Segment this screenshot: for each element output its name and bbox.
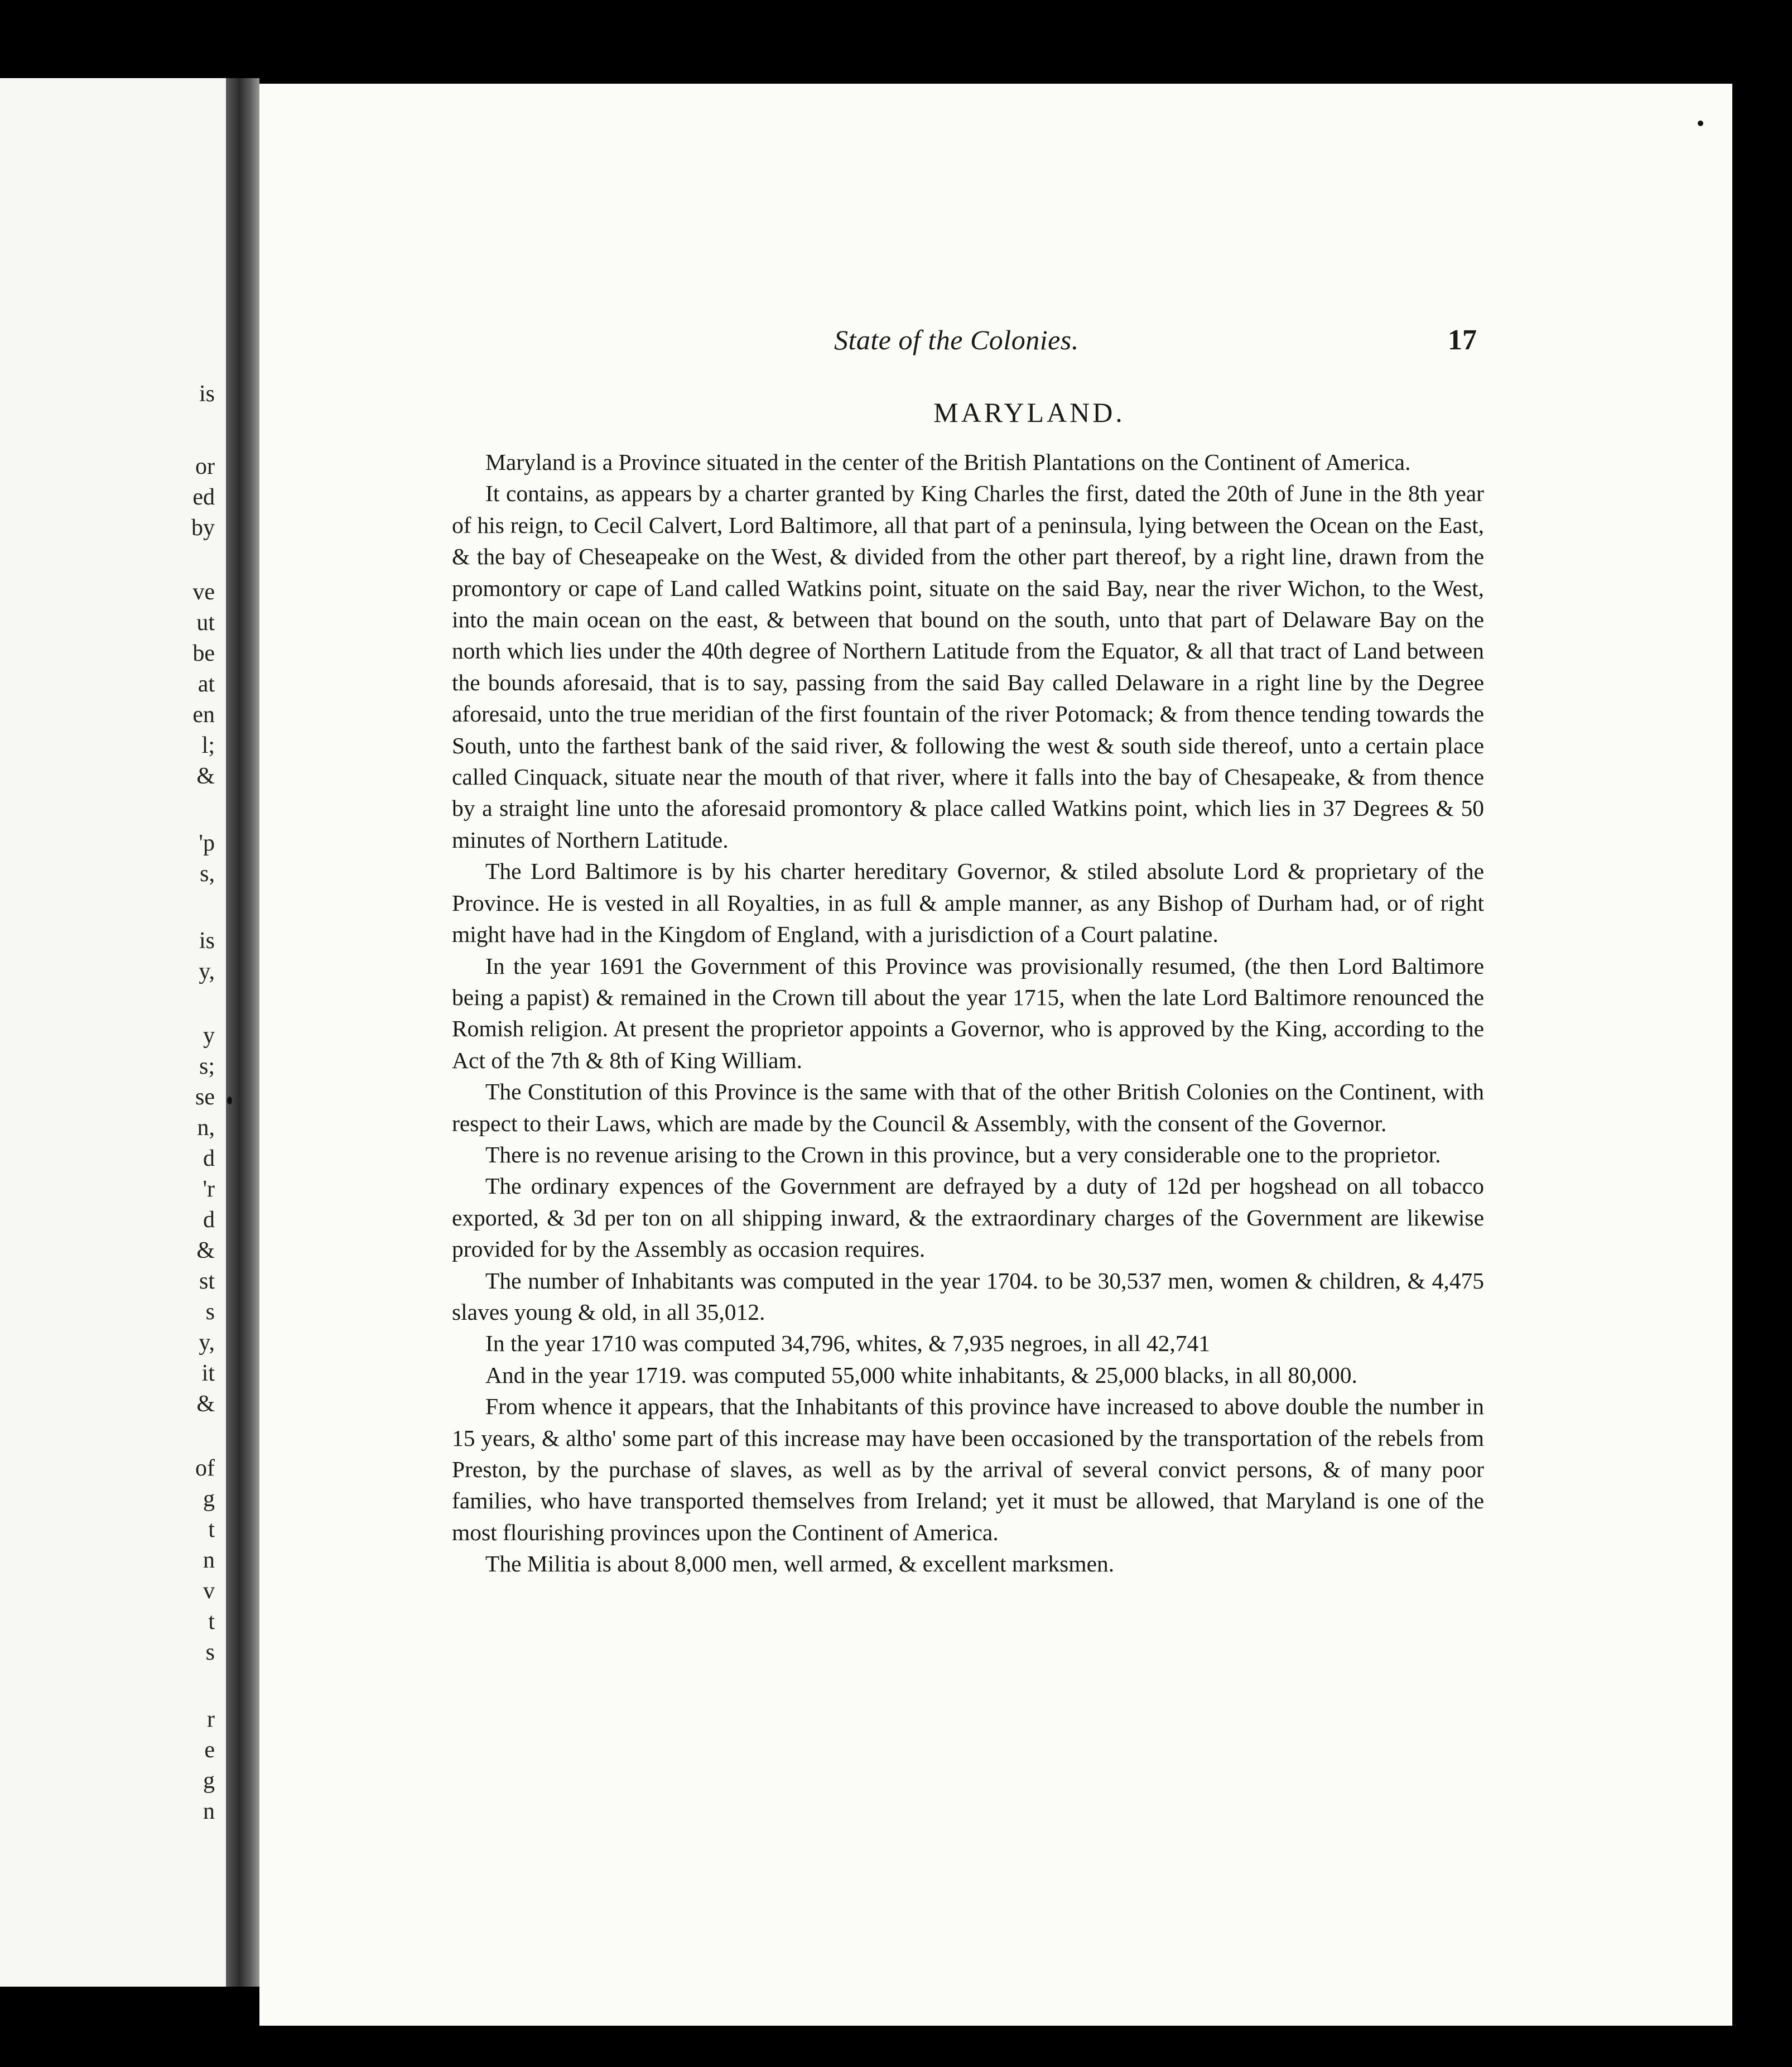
section-heading: MARYLAND. [933, 397, 1125, 428]
paragraph: The ordinary expences of the Government are defrayed by a duty of 12d per hogshead on all tobacco exported, & 3d per ton on all shipping inward, & the extraordinary charges of the Government are likewise provided for by the Assembly as occasion requires. [452, 1173, 1484, 1262]
previous-page-fragment: be [192, 641, 215, 666]
previous-page-fragment: s [205, 1640, 215, 1665]
body-text [452, 446, 1484, 1580]
paragraph: And in the year 1719. was computed 55,000 white inhabitants, & 25,000 blacks, in all 80,000. [485, 1362, 1357, 1388]
paragraph: Maryland is a Province situated in the center of the British Plantations on the Continent of America. [485, 449, 1411, 475]
previous-page-fragment: l; [201, 733, 215, 758]
previous-page-fragment: ut [196, 610, 215, 636]
ink-speck [227, 1097, 232, 1104]
running-head-title: State of the Colonies. [834, 324, 1079, 355]
book-binding-gutter [226, 78, 259, 1987]
previous-page-fragment: r [207, 1707, 215, 1732]
paragraph: The Lord Baltimore is by his charter hereditary Governor, & stiled absolute Lord & proprietary of the Province. He is vested in all Royalties, in as full & ample manner, as any Bishop of Durham had, or of right might have had in the Kingdom of England, with a jurisdiction of a Court palatine. [452, 858, 1484, 948]
previous-page-fragment: s; [199, 1054, 215, 1079]
previous-page-fragment: ve [192, 579, 215, 605]
previous-page-fragment: is [199, 928, 215, 954]
previous-page-fragment: v [203, 1578, 215, 1604]
previous-page-fragment: en [192, 702, 215, 728]
previous-page-fragment: t [208, 1517, 215, 1542]
previous-page-fragment: & [196, 1238, 215, 1263]
paragraph: There is no revenue arising to the Crown in this province, but a very considerable one to the proprietor. [485, 1141, 1441, 1167]
paragraph: The Constitution of this Province is the same with that of the other British Colonies on the Continent, with respect to their Laws, which are made by the Council & Assembly, with the consent of the Governor. [452, 1079, 1484, 1136]
previous-page-fragment: is [199, 381, 215, 407]
previous-page-fragment: e [204, 1737, 215, 1763]
paragraph: In the year 1710 was computed 34,796, whites, & 7,935 negroes, in all 42,741 [485, 1330, 1210, 1357]
ink-speck [1698, 121, 1703, 126]
previous-page-fragment: n, [197, 1115, 215, 1141]
previous-page-fragment: y [203, 1023, 215, 1049]
previous-page-fragment: s, [200, 861, 215, 887]
previous-page-fragment: & [196, 763, 215, 789]
previous-page-fragment: d [203, 1207, 215, 1233]
previous-page-fragments [0, 78, 226, 1987]
previous-page-fragment: ed [192, 484, 215, 510]
previous-page-edge [0, 78, 226, 1987]
paragraph: The number of Inhabitants was computed in the year 1704. to be 30,537 men, women & children, & 4,475 slaves young & old, in all 35,012. [452, 1267, 1484, 1325]
previous-page-fragment: se [195, 1084, 215, 1110]
previous-page-fragment: of [195, 1455, 215, 1481]
previous-page-fragment: n [203, 1799, 215, 1824]
previous-page-fragment: g [203, 1486, 215, 1512]
previous-page-fragment: & [196, 1391, 215, 1417]
previous-page-fragment: 'r [203, 1176, 215, 1202]
previous-page-fragment: t [208, 1609, 215, 1635]
previous-page-fragment: n [203, 1547, 215, 1573]
previous-page-fragment: g [203, 1768, 215, 1794]
paragraph: From whence it appears, that the Inhabitants of this province have increased to above double the number in 15 years, & altho' some part of this increase may have been occasioned by the transportation of the rebels from Preston, by the purchase of slaves, as well as by the arrival of several convict persons, & of many poor families, who have transported themselves from Ireland; yet it must be allowed, that Maryland is one of the most flourishing provinces upon the Continent of America. [452, 1393, 1484, 1545]
previous-page-fragment: 'p [199, 830, 215, 856]
previous-page-fragment: y, [199, 1330, 215, 1355]
previous-page-fragment: or [195, 454, 215, 479]
paragraph: The Militia is about 8,000 men, well armed, & excellent marksmen. [485, 1551, 1115, 1577]
previous-page-fragment: d [203, 1146, 215, 1171]
previous-page-fragment: it [201, 1361, 215, 1386]
previous-page-fragment: st [199, 1268, 215, 1294]
previous-page-fragment: y, [199, 959, 215, 984]
page-number: 17 [1448, 324, 1477, 356]
previous-page-fragment: at [197, 671, 215, 697]
book-page [259, 84, 1732, 2026]
paragraph: In the year 1691 the Government of this Province was provisionally resumed, (the then Lord Baltimore being a papist) & remained in the Crown till about the year 1715, when the late Lord Baltimore renounced the Romish religion. At present the proprietor appoints a Governor, who is approved by the King, according to the Act of the 7th & 8th of King William. [452, 953, 1484, 1073]
paragraph: It contains, as appears by a charter granted by King Charles the first, dated the 20th of June in the 8th year of his reign, to Cecil Calvert, Lord Baltimore, all that part of a peninsula, lying between the Ocean on the East, & the bay of Cheseapeake on the West, & divided from the other part thereof, by a right line, drawn from the promontory or cape of Land called Watkins point, situate on the said Bay, near the river Wichon, to the West, into the main ocean on the east, & between that bound on the south, unto that part of Delaware Bay on the north which lies under the 40th degree of Northern Latitude from the Equator, & all that tract of Land between the bounds aforesaid, that is to say, passing from the said Bay called Delaware in a right line by the Degree aforesaid, unto the true meridian of the first fountain of the river Potomack; & from thence tending towards the South, unto the farthest bank of the said river, & following the west & south side thereof, unto a certain place called Cinquack, situate near the mouth of that river, where it falls into the bay of Chesapeake, & from thence by a straight line unto the aforesaid promontory & place called Watkins point, which lies in 37 Degrees & 50 minutes of Northern Latitude. [452, 480, 1484, 853]
previous-page-fragment: by [191, 515, 215, 541]
previous-page-fragment: s [205, 1299, 215, 1325]
running-head [259, 324, 1732, 368]
